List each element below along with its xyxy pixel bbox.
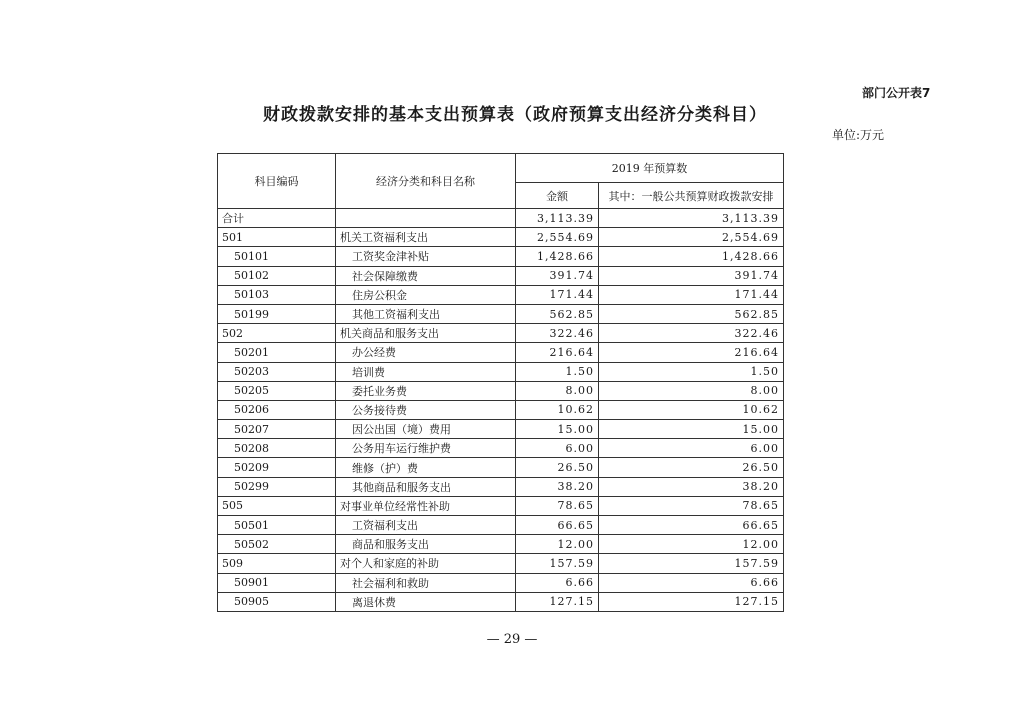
code-cell: 50299 [218, 477, 336, 496]
amount-cell: 10.62 [516, 400, 599, 419]
general-budget-cell: 157.59 [599, 554, 784, 573]
amount-cell: 3,113.39 [516, 209, 599, 228]
amount-cell: 171.44 [516, 285, 599, 304]
amount-cell: 6.00 [516, 439, 599, 458]
code-cell: 502 [218, 324, 336, 343]
general-budget-cell: 12.00 [599, 535, 784, 554]
code-cell: 合计 [218, 209, 336, 228]
code-cell: 501 [218, 228, 336, 247]
code-cell: 509 [218, 554, 336, 573]
general-budget-cell: 8.00 [599, 381, 784, 400]
table-row [218, 266, 784, 285]
general-budget-cell: 10.62 [599, 400, 784, 419]
name-cell: 其他工资福利支出 [336, 304, 516, 323]
budget-table [217, 153, 784, 612]
general-budget-cell: 3,113.39 [599, 209, 784, 228]
code-cell: 50208 [218, 439, 336, 458]
code-cell: 50201 [218, 343, 336, 362]
name-cell: 工资福利支出 [336, 516, 516, 535]
table-row [218, 228, 784, 247]
name-cell: 公务用车运行维护费 [336, 439, 516, 458]
table-row [218, 304, 784, 323]
general-budget-cell: 78.65 [599, 496, 784, 515]
amount-cell: 15.00 [516, 420, 599, 439]
amount-cell: 1.50 [516, 362, 599, 381]
header-general-budget: 其中：一般公共预算财政拨款安排 [599, 183, 784, 209]
amount-cell: 216.64 [516, 343, 599, 362]
code-cell: 50199 [218, 304, 336, 323]
table-body [218, 209, 784, 612]
general-budget-cell: 15.00 [599, 420, 784, 439]
general-budget-cell: 1,428.66 [599, 247, 784, 266]
amount-cell: 38.20 [516, 477, 599, 496]
code-cell: 50901 [218, 573, 336, 592]
amount-cell: 562.85 [516, 304, 599, 323]
code-cell: 50203 [218, 362, 336, 381]
name-cell: 因公出国（境）费用 [336, 420, 516, 439]
unit-label: 单位:万元 [832, 128, 885, 142]
name-cell: 离退休费 [336, 592, 516, 611]
name-cell: 社会福利和救助 [336, 573, 516, 592]
name-cell: 工资奖金津补贴 [336, 247, 516, 266]
general-budget-cell: 562.85 [599, 304, 784, 323]
name-cell: 培训费 [336, 362, 516, 381]
code-cell: 50905 [218, 592, 336, 611]
table-row [218, 343, 784, 362]
table-number-label: 部门公开表7 [862, 86, 931, 100]
table-row [218, 285, 784, 304]
name-cell [336, 209, 516, 228]
name-cell: 其他商品和服务支出 [336, 477, 516, 496]
general-budget-cell: 171.44 [599, 285, 784, 304]
general-budget-cell: 1.50 [599, 362, 784, 381]
amount-cell: 391.74 [516, 266, 599, 285]
general-budget-cell: 6.00 [599, 439, 784, 458]
table-row [218, 381, 784, 400]
table-row [218, 439, 784, 458]
name-cell: 机关商品和服务支出 [336, 324, 516, 343]
table-row [218, 247, 784, 266]
general-budget-cell: 216.64 [599, 343, 784, 362]
amount-cell: 66.65 [516, 516, 599, 535]
general-budget-cell: 26.50 [599, 458, 784, 477]
amount-cell: 2,554.69 [516, 228, 599, 247]
code-cell: 50103 [218, 285, 336, 304]
code-cell: 50206 [218, 400, 336, 419]
general-budget-cell: 322.46 [599, 324, 784, 343]
table-row [218, 554, 784, 573]
table-row [218, 535, 784, 554]
amount-cell: 127.15 [516, 592, 599, 611]
name-cell: 维修（护）费 [336, 458, 516, 477]
general-budget-cell: 6.66 [599, 573, 784, 592]
table-row [218, 362, 784, 381]
general-budget-cell: 66.65 [599, 516, 784, 535]
code-cell: 50102 [218, 266, 336, 285]
code-cell: 505 [218, 496, 336, 515]
name-cell: 住房公积金 [336, 285, 516, 304]
general-budget-cell: 38.20 [599, 477, 784, 496]
table-row [218, 209, 784, 228]
amount-cell: 6.66 [516, 573, 599, 592]
table-row [218, 516, 784, 535]
document-title: 财政拨款安排的基本支出预算表（政府预算支出经济分类科目） [263, 105, 767, 125]
table-row [218, 592, 784, 611]
table-row [218, 400, 784, 419]
name-cell: 公务接待费 [336, 400, 516, 419]
name-cell: 社会保障缴费 [336, 266, 516, 285]
table-row [218, 324, 784, 343]
page-number: — 29 — [486, 632, 538, 647]
amount-cell: 78.65 [516, 496, 599, 515]
code-cell: 50207 [218, 420, 336, 439]
amount-cell: 8.00 [516, 381, 599, 400]
table-row [218, 458, 784, 477]
code-cell: 50101 [218, 247, 336, 266]
code-cell: 50502 [218, 535, 336, 554]
name-cell: 机关工资福利支出 [336, 228, 516, 247]
header-code: 科目编码 [218, 154, 336, 209]
table-row [218, 496, 784, 515]
name-cell: 对个人和家庭的补助 [336, 554, 516, 573]
general-budget-cell: 2,554.69 [599, 228, 784, 247]
header-name: 经济分类和科目名称 [336, 154, 516, 209]
name-cell: 商品和服务支出 [336, 535, 516, 554]
name-cell: 对事业单位经常性补助 [336, 496, 516, 515]
table-row [218, 477, 784, 496]
name-cell: 办公经费 [336, 343, 516, 362]
name-cell: 委托业务费 [336, 381, 516, 400]
amount-cell: 1,428.66 [516, 247, 599, 266]
amount-cell: 157.59 [516, 554, 599, 573]
table-row [218, 420, 784, 439]
code-cell: 50205 [218, 381, 336, 400]
amount-cell: 322.46 [516, 324, 599, 343]
code-cell: 50501 [218, 516, 336, 535]
amount-cell: 26.50 [516, 458, 599, 477]
table-row [218, 573, 784, 592]
general-budget-cell: 127.15 [599, 592, 784, 611]
general-budget-cell: 391.74 [599, 266, 784, 285]
header-amount: 金额 [516, 183, 599, 209]
amount-cell: 12.00 [516, 535, 599, 554]
code-cell: 50209 [218, 458, 336, 477]
header-budget-year: 2019 年预算数 [516, 154, 784, 183]
